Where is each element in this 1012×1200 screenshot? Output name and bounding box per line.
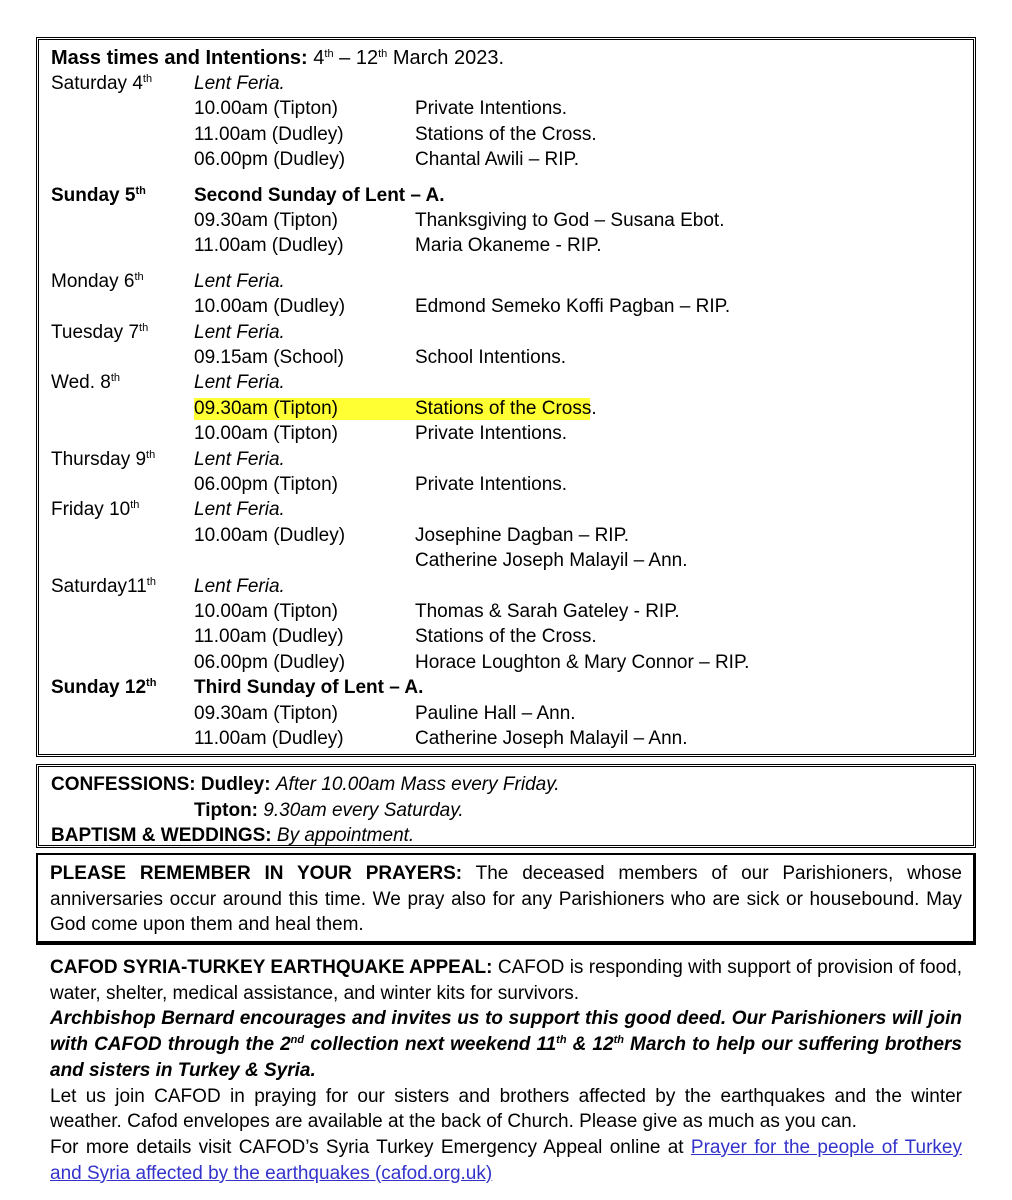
day-label: Monday 6th <box>51 270 144 292</box>
day-label: Thursday 9th <box>51 448 156 470</box>
mass-intention: Horace Loughton & Mary Connor – RIP. <box>415 651 750 673</box>
day-label: Sunday 12th <box>51 677 157 699</box>
mass-row <box>39 726 973 752</box>
mass-row <box>39 294 973 320</box>
feast-label: Lent Feria. <box>194 499 285 521</box>
feast-label: Lent Feria. <box>194 448 285 470</box>
day-row <box>39 269 973 295</box>
mass-intention: Stations of the Cross. <box>415 397 597 419</box>
day-row <box>39 574 973 600</box>
mass-row <box>39 345 973 371</box>
cafod-appeal <box>50 955 962 1186</box>
feast-label: Second Sunday of Lent – A. <box>194 184 445 206</box>
feast-label: Lent Feria. <box>194 372 285 394</box>
cafod-more-details: For more details visit CAFOD’s Syria Turkey Emergency Appeal online at Prayer for the people of Turkey and Syria affected by the earthquakes (cafod.org.uk) <box>50 1136 962 1184</box>
mass-heading-title: Mass times and Intentions: <box>51 47 308 69</box>
mass-times-box <box>36 37 976 757</box>
mass-time: 11.00am (Dudley) <box>194 728 344 749</box>
mass-time: 10.00am (Dudley) <box>194 296 346 318</box>
confessions-dudley-line: CONFESSIONS: Dudley: After 10.00am Mass every Friday. <box>51 774 560 795</box>
mass-intention: Catherine Joseph Malayil – Ann. <box>415 550 688 572</box>
day-row <box>39 675 973 701</box>
mass-intention: Private Intentions. <box>415 423 568 445</box>
mass-time: 09.30am (Tipton) <box>194 397 338 419</box>
cafod-intro: CAFOD SYRIA-TURKEY EARTHQUAKE APPEAL: CAFOD is responding with support of provision of food, water, shelter, medical assistance, and winter kits for survivors. <box>50 957 962 1004</box>
baptism-weddings-line: BAPTISM & WEDDINGS: By appointment. <box>51 825 415 846</box>
feast-label: Lent Feria. <box>194 321 285 343</box>
prayers-box <box>36 853 976 945</box>
mass-time: 10.00am (Dudley) <box>194 524 346 546</box>
confessions-tipton-line: Tipton: 9.30am every Saturday. <box>194 800 464 821</box>
mass-row <box>39 548 973 574</box>
day-label: Wed. 8th <box>51 372 121 394</box>
mass-intention: Private Intentions. <box>415 98 568 120</box>
confessions-box <box>36 764 976 848</box>
mass-row <box>39 624 973 650</box>
feast-label: Lent Feria. <box>194 575 285 597</box>
mass-row <box>39 122 973 148</box>
mass-intention: Thomas & Sarah Gateley - RIP. <box>415 601 680 622</box>
feast-label: Third Sunday of Lent – A. <box>194 677 424 699</box>
mass-time: 10.00am (Tipton) <box>194 98 338 120</box>
day-row <box>39 183 973 209</box>
day-label: Sunday 5th <box>51 184 146 206</box>
mass-intention: Maria Okaneme - RIP. <box>415 235 602 257</box>
mass-intention: Josephine Dagban – RIP. <box>415 524 630 546</box>
feast-label: Lent Feria. <box>194 270 285 292</box>
mass-row <box>39 701 973 727</box>
mass-time: 06.00pm (Dudley) <box>194 651 346 673</box>
mass-intention: Edmond Semeko Koffi Pagban – RIP. <box>415 296 731 318</box>
mass-row <box>39 147 973 173</box>
day-label: Saturday11th <box>51 575 156 597</box>
mass-heading: Mass times and Intentions: 4th – 12th March 2023. <box>51 47 504 69</box>
cafod-encouragement: Archbishop Bernard encourages and invites us to support this good deed. Our Parishioners will join with CAFOD through the 2nd collection next weekend 11th & 12th March to help our suffering brothers and sisters in Turkey & Syria. <box>50 1008 962 1081</box>
mass-time: 11.00am (Dudley) <box>194 626 344 648</box>
mass-row <box>39 208 973 234</box>
mass-time: 11.00am (Dudley) <box>194 123 344 145</box>
mass-time: 11.00am (Dudley) <box>194 235 344 257</box>
mass-intention: Catherine Joseph Malayil – Ann. <box>415 728 688 749</box>
mass-intention: Pauline Hall – Ann. <box>415 702 576 724</box>
mass-row <box>39 523 973 549</box>
mass-intention: Chantal Awili – RIP. <box>415 149 580 171</box>
mass-time: 09.30am (Tipton) <box>194 210 338 231</box>
day-row <box>39 447 973 473</box>
mass-row <box>39 472 973 498</box>
prayers-text: PLEASE REMEMBER IN YOUR PRAYERS: The deceased members of our Parishioners, whose anniversaries occur around this time. We pray also for any Parishioners who are sick or housebound. May God come upon them and heal them. <box>50 863 962 936</box>
mass-intention: Thanksgiving to God – Susana Ebot. <box>415 210 725 231</box>
cafod-prayer-link[interactable]: Prayer for the people of Turkey and Syria affected by the earthquakes (cafod.org.uk) <box>50 1136 962 1184</box>
day-row <box>39 71 973 97</box>
mass-row <box>39 421 973 447</box>
mass-time: 10.00am (Tipton) <box>194 423 338 445</box>
day-label: Tuesday 7th <box>51 321 149 343</box>
mass-intention: Stations of the Cross. <box>415 626 597 648</box>
day-label: Saturday 4th <box>51 73 153 94</box>
day-row <box>39 497 973 523</box>
mass-intention: Stations of the Cross. <box>415 123 597 145</box>
day-row <box>39 320 973 346</box>
day-label: Friday 10th <box>51 499 140 521</box>
mass-row <box>39 233 973 259</box>
mass-time: 09.15am (School) <box>194 347 344 368</box>
mass-row <box>39 599 973 625</box>
mass-row <box>39 396 973 422</box>
mass-time: 06.00pm (Dudley) <box>194 149 346 171</box>
mass-row <box>39 650 973 676</box>
mass-row <box>39 96 973 122</box>
day-row <box>39 370 973 396</box>
mass-intention: Private Intentions. <box>415 474 568 495</box>
feast-label: Lent Feria. <box>194 73 285 94</box>
mass-time: 10.00am (Tipton) <box>194 601 338 622</box>
mass-time: 06.00pm (Tipton) <box>194 474 338 495</box>
mass-time: 09.30am (Tipton) <box>194 702 338 724</box>
cafod-prayer-text: Let us join CAFOD in praying for our sisters and brothers affected by the earthquakes and the winter weather. Cafod envelopes are available at the back of Church. Please give as much as you can. <box>50 1085 962 1133</box>
mass-intention: School Intentions. <box>415 347 567 368</box>
